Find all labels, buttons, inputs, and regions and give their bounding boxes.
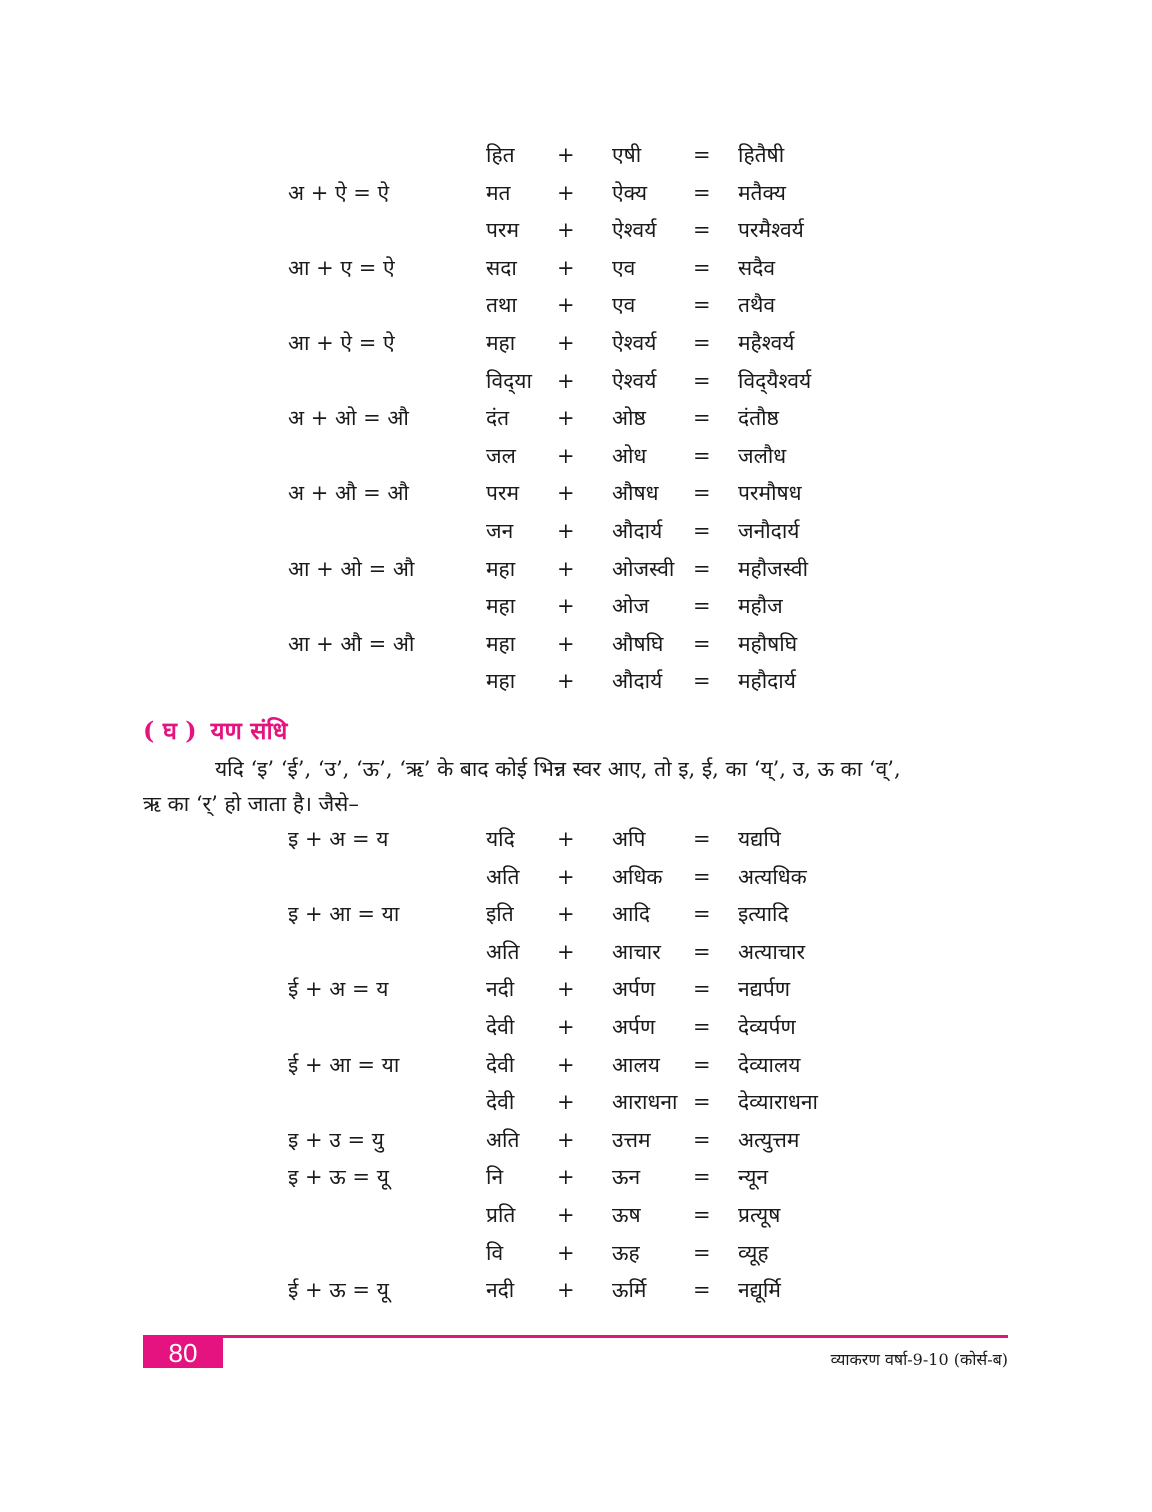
sandhi-example-row <box>0 324 1152 362</box>
sandhi-rule: ई + ऊ = यू <box>288 1278 389 1303</box>
equals-sign: = <box>693 977 711 1002</box>
result-word: तथैव <box>738 293 776 318</box>
plus-sign: + <box>557 519 575 543</box>
plus-sign: + <box>557 255 575 280</box>
first-word: मत <box>486 180 511 205</box>
second-word: आदि <box>612 902 651 927</box>
second-word: आलय <box>612 1052 660 1077</box>
sandhi-rule: आ + औ = औ <box>288 631 415 656</box>
first-word: महा <box>486 556 516 581</box>
plus-sign: + <box>557 1278 575 1303</box>
sandhi-example-row <box>0 1121 1152 1159</box>
rule-paragraph-text-1: यदि ‘इ’ ‘ई’, ‘उ’, ‘ऊ’, ‘ऋ’ के बाद कोई भिन्न स्वर आए, तो इ, ई, का ‘य्’, उ, ऊ का ‘व्’, <box>215 757 901 781</box>
equals-sign: = <box>693 1015 711 1039</box>
sandhi-rule: ई + आ = या <box>288 1052 400 1077</box>
first-word: विद्‌या <box>486 368 532 393</box>
second-word: आराधना <box>612 1090 678 1115</box>
equals-sign: = <box>693 368 711 393</box>
result-word: अत्यधिक <box>738 864 807 889</box>
first-word: अति <box>486 864 520 889</box>
sandhi-example-row <box>0 1234 1152 1272</box>
plus-sign: + <box>557 180 575 205</box>
result-word: विद्‌यैश्वर्य <box>738 368 812 393</box>
first-word: नदी <box>486 1278 515 1303</box>
section-number: ( घ ) <box>143 716 197 745</box>
sandhi-example-row <box>0 970 1152 1008</box>
sandhi-rule: इ + उ = यु <box>288 1127 384 1152</box>
second-word: अर्पण <box>612 977 656 1002</box>
result-word: महौषघि <box>738 631 798 656</box>
first-word: प्रति <box>486 1203 516 1227</box>
plus-sign: + <box>557 902 575 927</box>
first-word: इति <box>486 902 514 927</box>
equals-sign: = <box>693 1240 711 1265</box>
first-word: महा <box>486 631 516 656</box>
first-word: हित <box>486 143 515 167</box>
sandhi-example-row <box>0 399 1152 437</box>
first-word: अति <box>486 939 520 964</box>
result-word: महौदार्य <box>738 669 796 694</box>
result-word: अत्युत्तम <box>738 1127 800 1152</box>
sandhi-example-row <box>0 1271 1152 1309</box>
second-word: अर्पण <box>612 1015 656 1039</box>
equals-sign: = <box>693 1278 711 1303</box>
sandhi-example-row <box>0 512 1152 550</box>
result-word: प्रत्यूष <box>738 1203 781 1227</box>
page-number: 80 <box>143 1338 223 1368</box>
sandhi-example-row <box>0 1196 1152 1234</box>
sandhi-example-row <box>0 858 1152 896</box>
result-word: अत्याचार <box>738 939 806 964</box>
plus-sign: + <box>557 1015 575 1039</box>
result-word: हितैषी <box>738 143 785 167</box>
result-word: जनौदार्य <box>738 519 800 543</box>
result-word: देव्यर्पण <box>738 1015 796 1039</box>
first-word: यदि <box>486 827 515 851</box>
result-word: जलौध <box>738 443 787 468</box>
rule-paragraph-line-1 <box>143 751 1015 787</box>
sandhi-rule: अ + ओ = औ <box>288 406 409 431</box>
second-word: एव <box>612 255 636 280</box>
first-word: परम <box>486 218 520 243</box>
first-word: महा <box>486 594 516 619</box>
sandhi-example-row <box>0 286 1152 324</box>
equals-sign: = <box>693 481 711 506</box>
plus-sign: + <box>557 368 575 393</box>
equals-sign: = <box>693 827 711 851</box>
sandhi-example-row <box>0 662 1152 700</box>
first-word: देवी <box>486 1090 515 1115</box>
sandhi-example-row <box>0 437 1152 475</box>
equals-sign: = <box>693 218 711 243</box>
plus-sign: + <box>557 1090 575 1115</box>
sandhi-example-row <box>0 362 1152 400</box>
first-word: नदी <box>486 977 515 1002</box>
equals-sign: = <box>693 519 711 543</box>
sandhi-example-row <box>0 211 1152 249</box>
first-word: वि <box>486 1240 504 1265</box>
result-word: परमैश्वर्य <box>738 218 804 243</box>
second-word: ऐश्वर्य <box>612 218 657 243</box>
plus-sign: + <box>557 977 575 1002</box>
plus-sign: + <box>557 406 575 431</box>
second-word: ओज <box>612 594 650 619</box>
sandhi-example-row <box>0 1158 1152 1196</box>
second-word: औषघि <box>612 631 664 656</box>
first-word: जल <box>486 443 516 468</box>
sandhi-example-row <box>0 895 1152 933</box>
result-word: परमौषध <box>738 481 802 506</box>
equals-sign: = <box>693 939 711 964</box>
sandhi-example-row <box>0 1008 1152 1046</box>
second-word: ऐश्वर्य <box>612 331 657 355</box>
second-word: अपि <box>612 827 646 851</box>
book-title: व्याकरण वर्षा-9-10 (कोर्स-ब) <box>830 1350 1008 1369</box>
second-word: औदार्य <box>612 669 663 694</box>
first-word: तथा <box>486 293 517 318</box>
equals-sign: = <box>693 180 711 205</box>
plus-sign: + <box>557 669 575 694</box>
second-word: ओध <box>612 443 647 468</box>
second-word: आचार <box>612 939 661 964</box>
rule-paragraph-line-2: ऋ का ‘र्’ हो जाता है। जैसे– <box>143 792 359 816</box>
equals-sign: = <box>693 1090 711 1115</box>
result-word: दंतौष्ठ <box>738 406 779 431</box>
result-word: सदैव <box>738 255 776 280</box>
plus-sign: + <box>557 218 575 243</box>
sandhi-example-row <box>0 474 1152 512</box>
equals-sign: = <box>693 143 711 167</box>
equals-sign: = <box>693 631 711 656</box>
plus-sign: + <box>557 939 575 964</box>
result-word: महौजस्वी <box>738 556 809 581</box>
sandhi-rule: इ + ऊ = यू <box>288 1165 389 1190</box>
plus-sign: + <box>557 1203 575 1227</box>
sandhi-example-row <box>0 174 1152 212</box>
equals-sign: = <box>693 1203 711 1227</box>
first-word: देवी <box>486 1052 515 1077</box>
second-word: ऊह <box>612 1240 640 1265</box>
second-word: ऐक्य <box>612 180 648 205</box>
result-word: महैश्वर्य <box>738 331 795 355</box>
equals-sign: = <box>693 255 711 280</box>
plus-sign: + <box>557 481 575 506</box>
equals-sign: = <box>693 594 711 619</box>
first-word: परम <box>486 481 520 506</box>
plus-sign: + <box>557 1240 575 1265</box>
equals-sign: = <box>693 1127 711 1152</box>
first-word: महा <box>486 669 516 694</box>
second-word: औदार्य <box>612 519 663 543</box>
sandhi-example-row <box>0 1046 1152 1084</box>
plus-sign: + <box>557 827 575 851</box>
plus-sign: + <box>557 293 575 318</box>
result-word: देव्यालय <box>738 1052 801 1077</box>
sandhi-example-row <box>0 933 1152 971</box>
result-word: मतैक्य <box>738 180 786 205</box>
sandhi-rule: अ + ऐ = ऐ <box>288 180 390 205</box>
equals-sign: = <box>693 669 711 694</box>
first-word: सदा <box>486 255 517 280</box>
sandhi-rule: आ + ओ = औ <box>288 556 415 581</box>
plus-sign: + <box>557 143 575 167</box>
sandhi-example-row <box>0 249 1152 287</box>
first-word: जन <box>486 519 514 543</box>
sandhi-example-row <box>0 625 1152 663</box>
second-word: ऊर्मि <box>612 1278 647 1303</box>
equals-sign: = <box>693 331 711 355</box>
plus-sign: + <box>557 331 575 355</box>
second-word: ऊष <box>612 1203 641 1227</box>
plus-sign: + <box>557 1052 575 1077</box>
plus-sign: + <box>557 1127 575 1152</box>
second-word: एषी <box>612 143 642 167</box>
sandhi-rule: अ + औ = औ <box>288 481 409 506</box>
result-word: महौज <box>738 594 783 619</box>
result-word: नद्यर्पण <box>738 977 790 1002</box>
second-word: एव <box>612 293 636 318</box>
equals-sign: = <box>693 556 711 581</box>
equals-sign: = <box>693 864 711 889</box>
first-word: महा <box>486 331 516 355</box>
equals-sign: = <box>693 1165 711 1190</box>
plus-sign: + <box>557 864 575 889</box>
equals-sign: = <box>693 293 711 318</box>
sandhi-example-row <box>0 1083 1152 1121</box>
sandhi-rule: इ + अ = य <box>288 827 389 851</box>
first-word: देवी <box>486 1015 515 1039</box>
second-word: औषध <box>612 481 659 506</box>
equals-sign: = <box>693 902 711 927</box>
sandhi-rule: इ + आ = या <box>288 902 400 927</box>
second-word: अधिक <box>612 864 663 889</box>
equals-sign: = <box>693 443 711 468</box>
footer-divider <box>143 1335 1008 1338</box>
result-word: इत्यादि <box>738 902 789 927</box>
plus-sign: + <box>557 556 575 581</box>
sandhi-rule: ई + अ = य <box>288 977 389 1002</box>
result-word: न्यून <box>738 1165 769 1190</box>
result-word: व्यूह <box>738 1240 769 1265</box>
second-word: ऐश्वर्य <box>612 368 657 393</box>
sandhi-example-row <box>0 136 1152 174</box>
sandhi-example-row <box>0 550 1152 588</box>
sandhi-rule: आ + ए = ऐ <box>288 255 395 280</box>
second-word: ऊन <box>612 1165 641 1190</box>
section-heading-yan-sandhi <box>143 714 287 747</box>
section-title: यण संधि <box>210 716 288 745</box>
sandhi-example-row <box>0 820 1152 858</box>
equals-sign: = <box>693 1052 711 1077</box>
sandhi-example-row <box>0 587 1152 625</box>
plus-sign: + <box>557 594 575 619</box>
result-word: यद्यपि <box>738 827 781 851</box>
first-word: नि <box>486 1165 504 1190</box>
result-word: देव्याराधना <box>738 1090 818 1115</box>
result-word: नद्यूर्मि <box>738 1278 781 1303</box>
sandhi-rule: आ + ऐ = ऐ <box>288 331 395 355</box>
second-word: उत्तम <box>612 1127 651 1152</box>
second-word: ओजस्वी <box>612 556 675 581</box>
first-word: दंत <box>486 406 510 431</box>
plus-sign: + <box>557 631 575 656</box>
plus-sign: + <box>557 1165 575 1190</box>
plus-sign: + <box>557 443 575 468</box>
first-word: अति <box>486 1127 520 1152</box>
equals-sign: = <box>693 406 711 431</box>
second-word: ओष्ठ <box>612 406 646 431</box>
